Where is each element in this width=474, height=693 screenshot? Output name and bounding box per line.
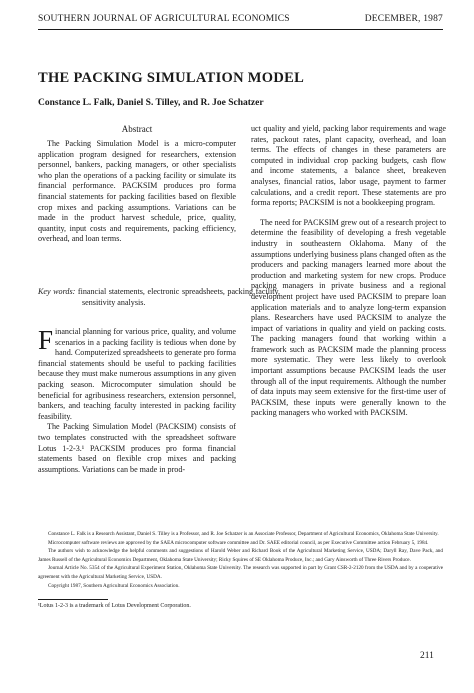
journal-name: SOUTHERN JOURNAL OF AGRICULTURAL ECONOMICS [38,14,290,24]
need-paragraph: The need for PACKSIM grew out of a research project to determine the feasibility of developing a fresh vegetable industry in southeastern Oklahoma. Many of the assumptions underlying business plans changed often as the producers and packing managers learned more about the production and marketing system for new crops. Produce packing managers in private business and a regional development project have used PACKSIM to prepare loan application materials and to analyze long-term expansion plans. Researchers have used PACKSIM to analyze the impact of variations in quality and yield on packing costs. The packing managers found that working within a framework such as PACKSIM made the planning process more systematic. They were less likely to overlook important assumptions because PACKSIM leads the user through all of the input requirements. Although the number of data inputs may seem extensive for the first-time user of PACKSIM, these inputs were generally known to the packing managers who worked with PACKSIM. [251,217,446,418]
drop-cap: F [38,325,54,355]
abstract-heading: Abstract [121,124,153,134]
right-column [251,124,446,419]
intro-column [38,327,236,475]
running-head [38,14,443,28]
footnote-affiliation: Constance L. Falk is a Research Assistant, Daniel S. Tilley is a Professor, and R. Joe Schatzer is an Associate Professor, Department of Agricultural Economics, Oklahoma State University. [48,531,439,537]
trademark-footnote: ¹Lotus 1-2-3 is a trademark of Lotus Development Corporation. [38,603,191,609]
issue-date: DECEMBER, 1987 [364,14,443,24]
footnote-acknowledgment: The authors wish to acknowledge the helpful comments and suggestions of Harold Weber and Richard Book of the Agricultural Marketing Service, USDA; Daryll Ray, Dave Pack, and James Russell of the Agricultural Economics Department, Oklahoma State University; Ricky Squires of SE Oklahoma Produce, Inc.; and Gary Ainsworth of Three Rivers Produce. [38,548,443,563]
footnote-journal-article: Journal Article No. 5354 of the Agricultural Experiment Station, Oklahoma State University. The research was supported in part by Grant CSR-2-2120 from the USDA and by a cooperative agreement with the Agricultural Marketing Service, USDA. [38,565,443,580]
header-rule [38,29,443,30]
footnotes [38,530,443,590]
continued-paragraph: uct quality and yield, packing labor requirements and wage rates, packout rates, plant capacity, overhead, and loan terms. The effects of changes in these parameters are computed in individual crop packing budgets, cash flow and income statements, a balance sheet, breakeven analyses, financial ratios, labor usage, payment to farmer calculations, and a credit report. These statements are pro forma reports; PACKSIM is not a bookkeeping program. [251,124,446,208]
keywords-text: financial statements, electronic spreadsheets, packing facility, sensitivity analysis. [77,287,281,307]
intro-paragraph [38,327,236,422]
packsim-paragraph: The Packing Simulation Model (PACKSIM) consists of two templates constructed with the spreadsheet software Lotus 1-2-3.¹ PACKSIM produces pro forma financial statements based on flexible crop mixes and packing assumptions. Variations can be made in prod- [38,422,236,474]
footnote-rule [38,599,108,600]
intro-text: inancial planning for various price, quality, and volume scenarios in a packing facility is tedious when done by hand. Computerized spreadsheets to generate pro forma financial statements should be useful to packing facilities because they must make numerous assumptions in any given packing season. Microcomputer simulation should be beneficial for agribusiness researchers, extension personnel, bankers, and teaching faculty interested in packing facility feasibility. [38,327,236,421]
abstract-text: The Packing Simulation Model is a micro-computer application program designed for researchers, extension personnel, bankers, packing managers, or other specialists who plan the operations of a packing facility or simulate its financial performance. PACKSIM produces pro forma financial statements for packing facilities based on flexible crop mixes and packing assumptions. Variations can be made in the product harvest schedule, price, quality, quantity, input costs and requirements, packing efficiency, overhead, and loan terms. [38,139,236,244]
abstract-body [38,139,236,245]
article-title: THE PACKING SIMULATION MODEL [38,70,305,86]
keywords [38,287,280,308]
article-authors: Constance L. Falk, Daniel S. Tilley, and R. Joe Schatzer [38,98,264,108]
footnote-review: Microcomputer software reviews are approved by the SAEA microcomputer software committee and Dr. SAEE editorial council, as per Executive Committee action February 5, 1984. [48,539,429,546]
page-number: 211 [420,651,434,661]
footnote-copyright: Copyright 1987, Southern Agricultural Economics Association. [48,582,180,589]
keywords-label: Key words: [38,287,76,296]
